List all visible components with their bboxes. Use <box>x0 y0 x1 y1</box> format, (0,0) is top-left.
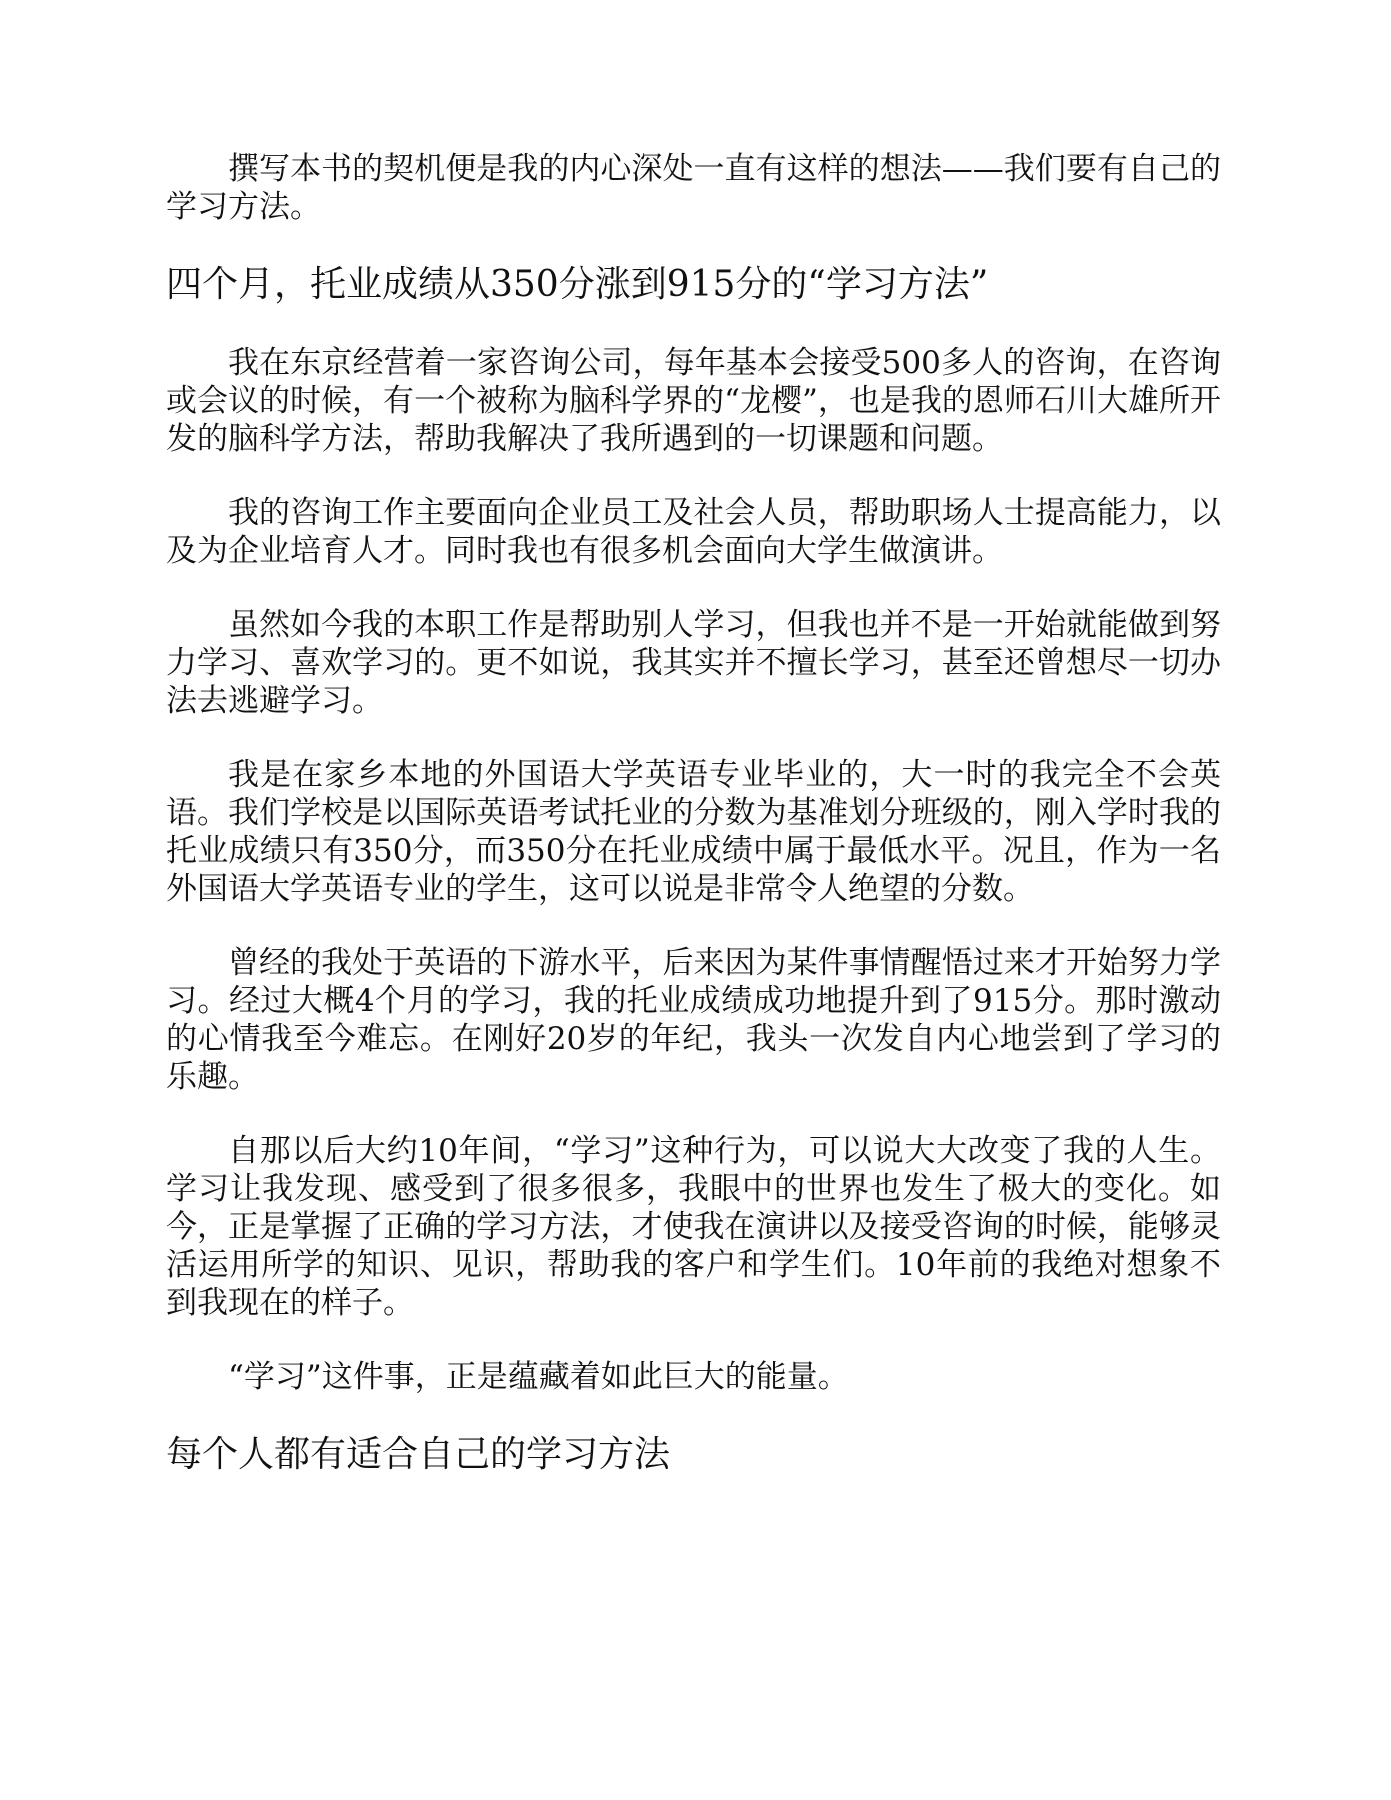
paragraph: 撰写本书的契机便是我的内心深处一直有这样的想法——我们要有自己的学习方法。 <box>166 151 1221 225</box>
paragraph: 虽然如今我的本职工作是帮助别人学习，但我也并不是一开始就能做到努力学习、喜欢学习的。更不如说，我其实并不擅长学习，甚至还曾想尽一切办法去逃避学习。 <box>166 607 1221 719</box>
paragraph: 自那以后大约10年间，“学习”这种行为，可以说大大改变了我的人生。学习让我发现、感受到了很多很多，我眼中的世界也发生了极大的变化。如今，正是掌握了正确的学习方法，才使我在演讲以及接受咨询的时候，能够灵活运用所学的知识、见识，帮助我的客户和学生们。10年前的我绝对想象不到我现在的样子。 <box>166 1133 1221 1321</box>
paragraph: 我是在家乡本地的外国语大学英语专业毕业的，大一时的我完全不会英语。我们学校是以国际英语考试托业的分数为基准划分班级的，刚入学时我的托业成绩只有350分，而350分在托业成绩中属于最低水平。况且，作为一名外国语大学英语专业的学生，这可以说是非常令人绝望的分数。 <box>166 757 1221 907</box>
document-page <box>166 150 1221 1514</box>
paragraph: 我的咨询工作主要面向企业员工及社会人员，帮助职场人士提高能力，以及为企业培育人才。同时我也有很多机会面向大学生做演讲。 <box>166 495 1221 569</box>
paragraph: 我在东京经营着一家咨询公司，每年基本会接受500多人的咨询，在咨询或会议的时候，有一个被称为脑科学界的“龙樱”，也是我的恩师石川大雄所开发的脑科学方法，帮助我解决了我所遇到的一切课题和问题。 <box>166 345 1221 457</box>
section-heading: 四个月，托业成绩从350分涨到915分的“学习方法” <box>166 264 989 305</box>
paragraph: 曾经的我处于英语的下游水平，后来因为某件事情醒悟过来才开始努力学习。经过大概4个月的学习，我的托业成绩成功地提升到了915分。那时激动的心情我至今难忘。在刚好20岁的年纪，我头一次发自内心地尝到了学习的乐趣。 <box>166 945 1221 1095</box>
section-heading: 每个人都有适合自己的学习方法 <box>166 1434 671 1475</box>
paragraph: “学习”这件事，正是蕴藏着如此巨大的能量。 <box>228 1359 849 1395</box>
